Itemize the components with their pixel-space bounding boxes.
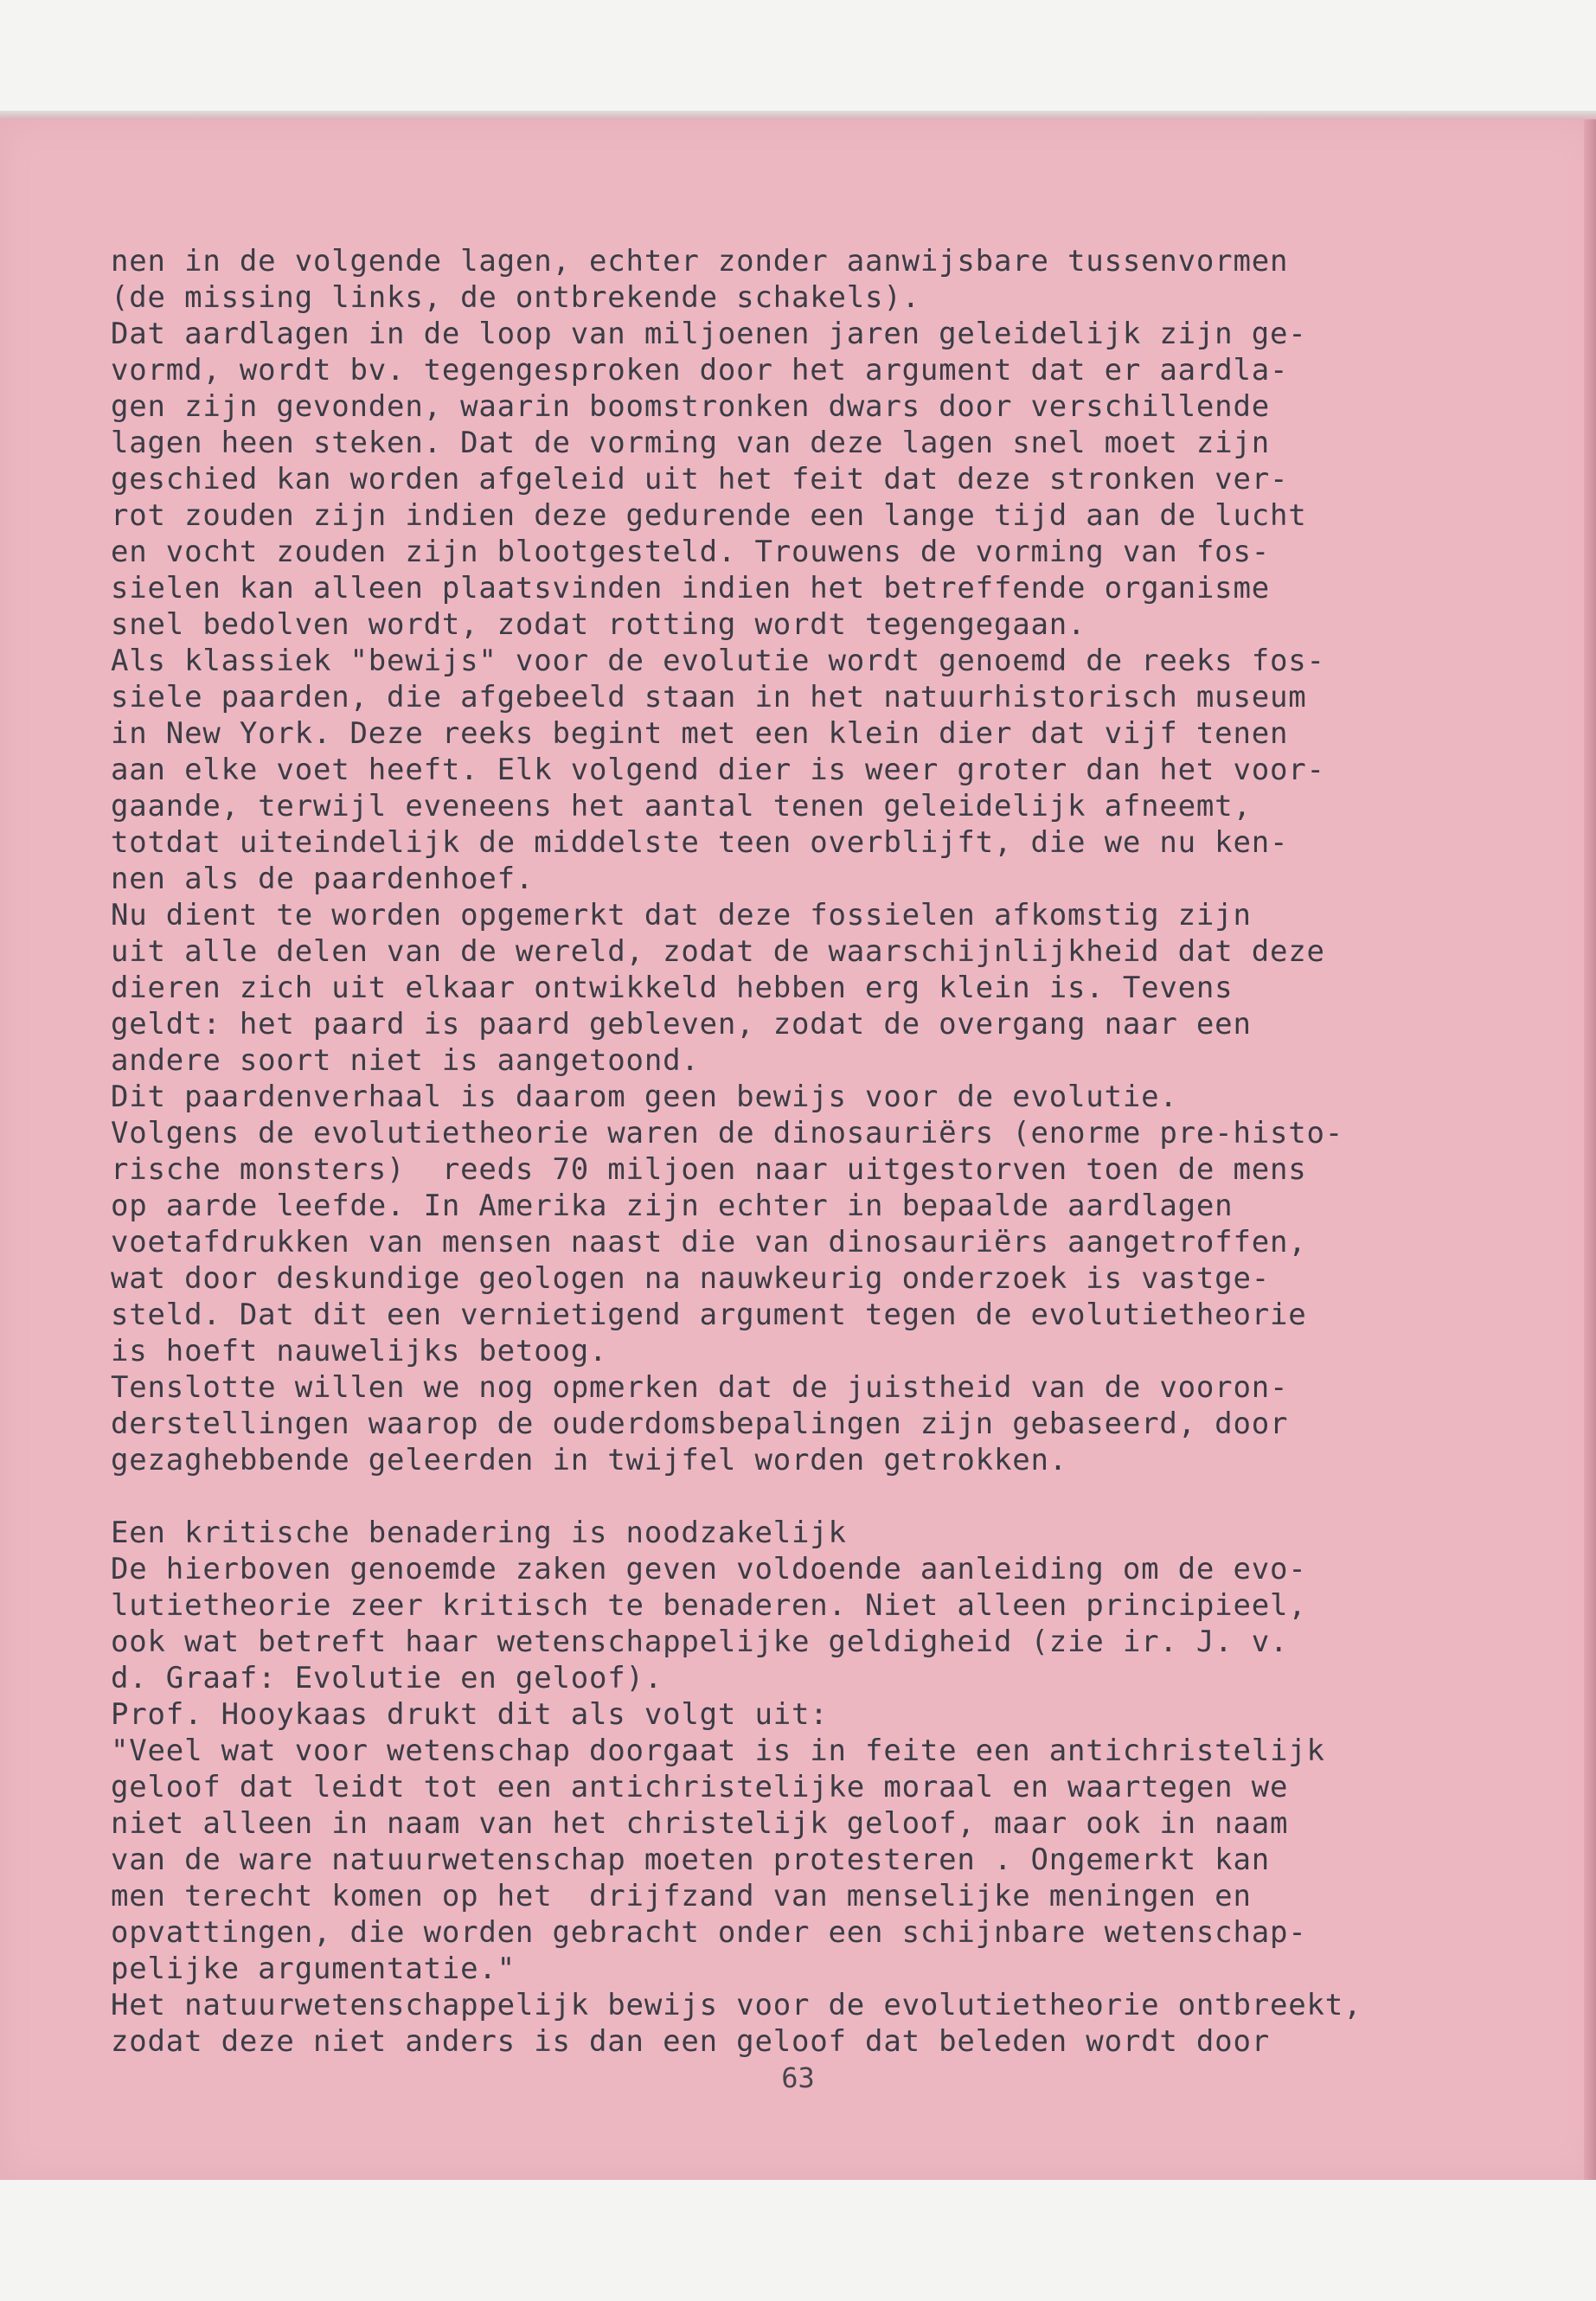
text-line: Dit paardenverhaal is daarom geen bewijs voor de evolutie.	[111, 1080, 1178, 1114]
text-line: aan elke voet heeft. Elk volgend dier is weer groter dan het voor-	[111, 753, 1325, 787]
text-line: derstellingen waarop de ouderdomsbepalingen zijn gebaseerd, door	[111, 1407, 1289, 1441]
text-line: gen zijn gevonden, waarin boomstronken dwars door verschillende	[111, 389, 1270, 424]
text-line: nen in de volgende lagen, echter zonder aanwijsbare tussenvormen	[111, 244, 1289, 279]
text-line: (de missing links, de ontbrekende schakels).	[111, 280, 920, 315]
text-line: steld. Dat dit een vernietigend argument tegen de evolutietheorie	[111, 1298, 1307, 1332]
text-line: Als klassiek "bewijs" voor de evolutie wordt genoemd de reeks fos-	[111, 644, 1325, 678]
text-line: dieren zich uit elkaar ontwikkeld hebben erg klein is. Tevens	[111, 971, 1234, 1005]
text-line: vormd, wordt bv. tegengesproken door het argument dat er aardla-	[111, 353, 1289, 388]
text-line: geloof dat leidt tot een antichristelijke moraal en waartegen we	[111, 1770, 1289, 1804]
text-line: lutietheorie zeer kritisch te benaderen. Niet alleen principieel,	[111, 1588, 1307, 1623]
body-text-part-2	[111, 1515, 1495, 2060]
text-line: totdat uiteindelijk de middelste teen overblijft, die we nu ken-	[111, 825, 1289, 860]
text-line: geschied kan worden afgeleid uit het feit dat deze stronken ver-	[111, 462, 1289, 497]
text-line: in New York. Deze reeks begint met een klein dier dat vijf tenen	[111, 716, 1289, 751]
text-line: pelijke argumentatie."	[111, 1952, 516, 1986]
text-line: Dat aardlagen in de loop van miljoenen jaren geleidelijk zijn ge-	[111, 317, 1307, 351]
body-text	[111, 243, 1495, 2060]
text-line: rot zouden zijn indien deze gedurende een lange tijd aan de lucht	[111, 498, 1307, 533]
text-line: "Veel wat voor wetenschap doorgaat is in feite een antichristelijk	[111, 1734, 1325, 1768]
paragraph-gap	[111, 1478, 1495, 1515]
text-line: De hierboven genoemde zaken geven voldoende aanleiding om de evo-	[111, 1552, 1307, 1586]
text-line: Volgens de evolutietheorie waren de dinosauriërs (enorme pre-histo-	[111, 1116, 1344, 1150]
text-line: men terecht komen op het drijfzand van menselijke meningen en	[111, 1879, 1252, 1913]
text-line: van de ware natuurwetenschap moeten protesteren . Ongemerkt kan	[111, 1843, 1270, 1877]
text-line: rische monsters) reeds 70 miljoen naar uitgestorven toen de mens	[111, 1152, 1307, 1187]
page-number: 63	[781, 2061, 815, 2094]
text-line: lagen heen steken. Dat de vorming van deze lagen snel moet zijn	[111, 426, 1270, 460]
text-line: snel bedolven wordt, zodat rotting wordt tegengegaan.	[111, 607, 1086, 642]
text-line: is hoeft nauwelijks betoog.	[111, 1334, 608, 1368]
text-line: op aarde leefde. In Amerika zijn echter in bepaalde aardlagen	[111, 1189, 1234, 1223]
text-line: gezaghebbende geleerden in twijfel worden getrokken.	[111, 1443, 1068, 1477]
text-line: gaande, terwijl eveneens het aantal tenen geleidelijk afneemt,	[111, 789, 1252, 824]
text-line: d. Graaf: Evolutie en geloof).	[111, 1661, 663, 1695]
text-line: nen als de paardenhoef.	[111, 862, 535, 896]
text-line: siele paarden, die afgebeeld staan in het natuurhistorisch museum	[111, 680, 1307, 715]
text-line: geldt: het paard is paard gebleven, zodat de overgang naar een	[111, 1007, 1252, 1042]
text-line: voetafdrukken van mensen naast die van dinosauriërs aangetroffen,	[111, 1225, 1307, 1259]
text-line: sielen kan alleen plaatsvinden indien het betreffende organisme	[111, 571, 1270, 606]
text-line: Het natuurwetenschappelijk bewijs voor de evolutietheorie ontbreekt,	[111, 1988, 1362, 2022]
text-line: opvattingen, die worden gebracht onder een schijnbare wetenschap-	[111, 1915, 1307, 1950]
text-line: zodat deze niet anders is dan een geloof dat beleden wordt door	[111, 2024, 1270, 2059]
text-line: Tenslotte willen we nog opmerken dat de juistheid van de vooron-	[111, 1370, 1289, 1405]
text-line: wat door deskundige geologen na nauwkeurig onderzoek is vastge-	[111, 1261, 1270, 1296]
text-line: uit alle delen van de wereld, zodat de waarschijnlijkheid dat deze	[111, 934, 1325, 969]
text-line: niet alleen in naam van het christelijk geloof, maar ook in naam	[111, 1806, 1289, 1841]
text-line: Nu dient te worden opgemerkt dat deze fossielen afkomstig zijn	[111, 898, 1252, 933]
text-line: ook wat betreft haar wetenschappelijke geldigheid (zie ir. J. v.	[111, 1625, 1289, 1659]
text-line: andere soort niet is aangetoond.	[111, 1043, 700, 1078]
text-line: Een kritische benadering is noodzakelijk	[111, 1516, 847, 1550]
text-line: Prof. Hooykaas drukt dit als volgt uit:	[111, 1697, 829, 1732]
body-text-part-1	[111, 243, 1495, 1478]
text-line: en vocht zouden zijn blootgesteld. Trouwens de vorming van fos-	[111, 535, 1270, 569]
scan-right-edge	[1584, 119, 1596, 2180]
